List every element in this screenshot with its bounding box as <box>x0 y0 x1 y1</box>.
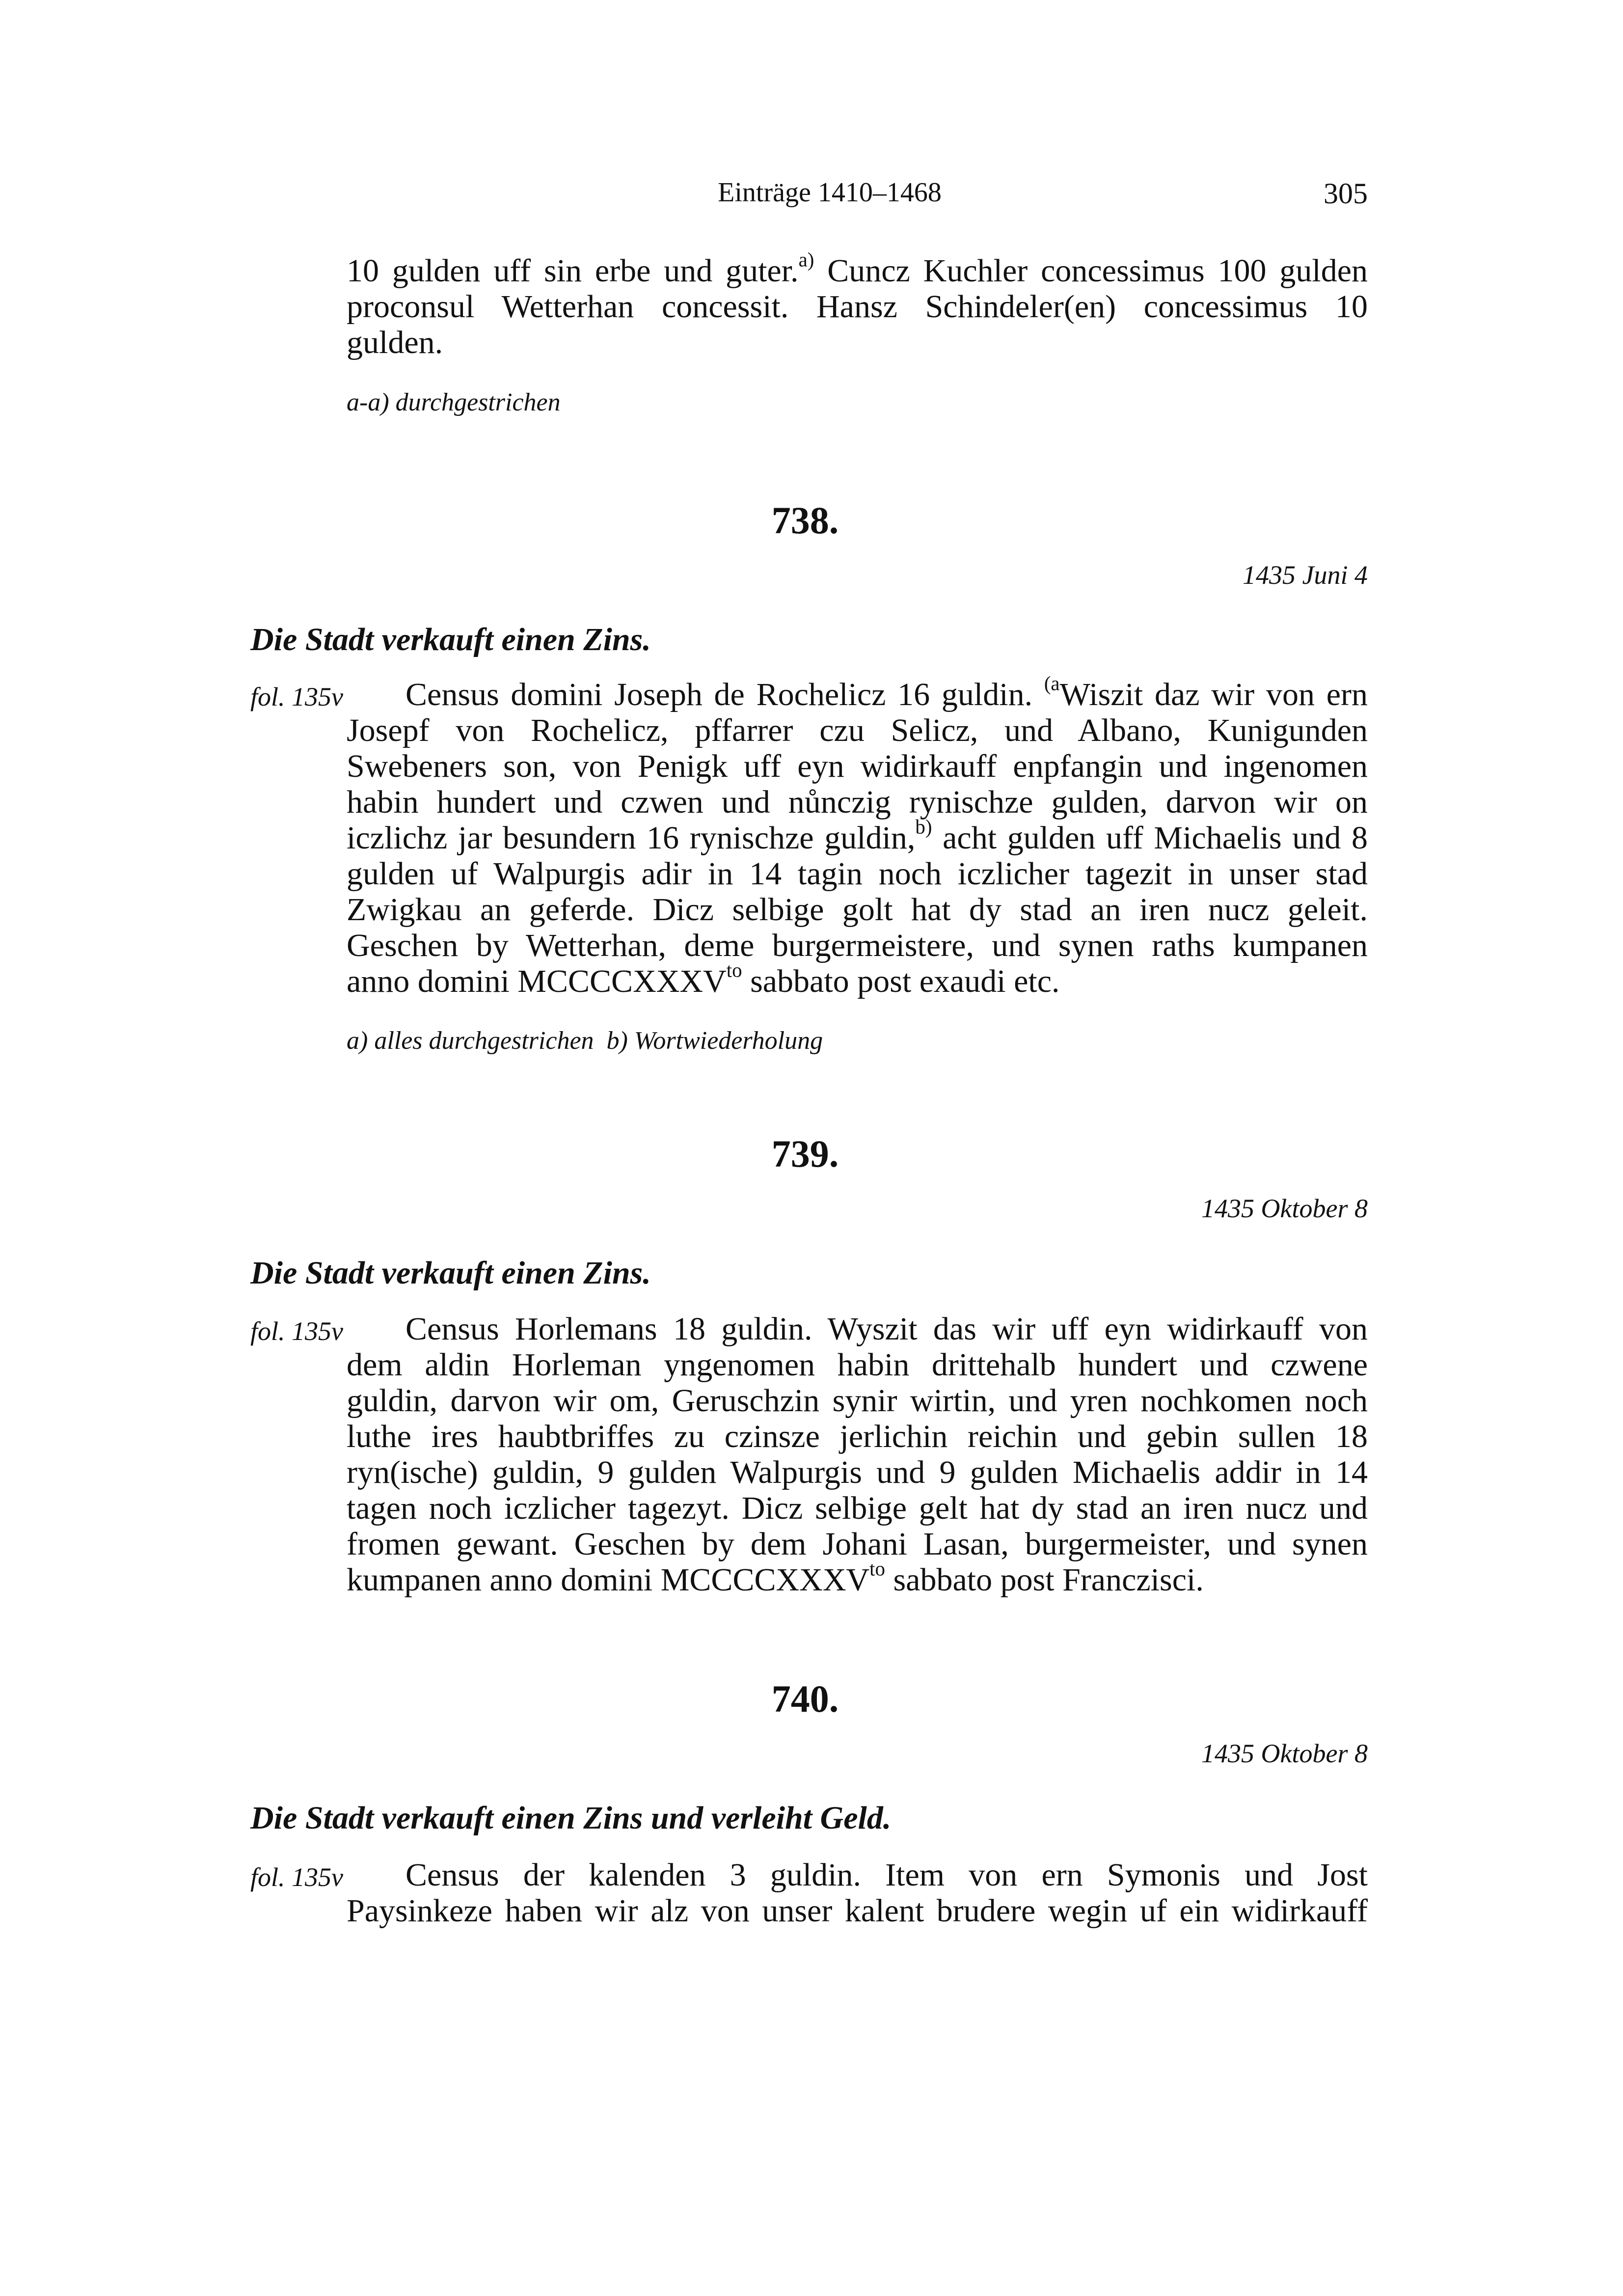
entry-line: Geschen by Wetterhan, deme burgermeistere, und synen raths kumpanen <box>347 928 1368 963</box>
entry-heading: Die Stadt verkauft einen Zins. <box>250 1255 651 1291</box>
entry-line: Zwigkau an geferde. Dicz selbige golt hat dy stad an iren nucz geleit. <box>347 892 1368 928</box>
entry-date: 1435 Oktober 8 <box>1201 1194 1368 1223</box>
entry-line: guldin, darvon wir om, Geruschzin synir wirtin, und yren nochkomen noch <box>347 1383 1368 1419</box>
entry-text <box>347 1857 1368 1929</box>
entry-line: anno domini $MCCCCXXXV^{to}$ sabbato post exaudi etc. <box>347 959 1060 999</box>
continuation-line-2: proconsul Wetterhan concessit. Hansz Schindeler(en) concessimus 10 <box>347 289 1368 325</box>
entry-text <box>347 1311 1368 1598</box>
entry-line: iczlichz jar besundern 16 rynischze guldin,$^{b)}$ acht gulden uff Michaelis und 8 <box>347 816 1368 856</box>
entry-number: 738. <box>771 499 839 542</box>
continuation-footnote: a-a) durchgestrichen <box>347 388 561 416</box>
entry-line: Josepf von Rochelicz, pffarrer czu Selicz, und Albano, Kunigunden <box>347 712 1368 748</box>
entry-line: Census der kalenden 3 guldin. Item von ern Symonis und Jost <box>406 1857 1368 1893</box>
entry-line: ryn(ische) guldin, 9 gulden Walpurgis und 9 gulden Michaelis addir in 14 <box>347 1454 1368 1490</box>
entry-line: Paysinkeze haben wir alz von unser kalent brudere wegin uf ein widirkauff <box>347 1893 1368 1929</box>
entry-line: luthe ires haubtbriffes zu czinsze jerlichin reichin und gebin sullen 18 <box>347 1419 1368 1454</box>
entry-line: Swebeners son, von Penigk uff eyn widirkauff enpfangin und ingenomen <box>347 748 1368 784</box>
entry-line: dem aldin Horleman yngenomen habin drittehalb hundert und czwene <box>347 1347 1368 1383</box>
entry-line: Census domini Joseph de Rochelicz 16 guldin. $^{(a}$Wiszit daz wir von ern <box>406 672 1368 712</box>
folio-reference: fol. 135v <box>250 1862 343 1892</box>
continuation-line-1: 10 gulden uff sin erbe und guter.$^{a)}$ Cuncz Kuchler concessimus 100 gulden <box>347 248 1368 289</box>
page-number: 305 <box>1324 177 1368 210</box>
entry-number: 739. <box>771 1132 839 1175</box>
continuation-line-3: gulden. <box>347 325 443 360</box>
entry-line: gulden uf Walpurgis adir in 14 tagin noch iczlicher tagezit in unser stad <box>347 856 1368 892</box>
entry-line: kumpanen anno domini $MCCCCXXXV^{to}$ sabbato post Franczisci. <box>347 1558 1204 1598</box>
continuation-text <box>347 248 1368 360</box>
entry-line: tagen noch iczlicher tagezyt. Dicz selbige gelt hat dy stad an iren nucz und <box>347 1490 1368 1526</box>
entry-heading: Die Stadt verkauft einen Zins. <box>250 622 651 657</box>
entry-date: 1435 Juni 4 <box>1243 560 1368 590</box>
running-title: Einträge 1410–1468 <box>718 177 942 208</box>
entry-date: 1435 Oktober 8 <box>1201 1739 1368 1768</box>
folio-reference: fol. 135v <box>250 1316 343 1346</box>
entry-line: habin hundert und czwen und nůnczig rynischze gulden, darvon wir on <box>347 784 1368 820</box>
folio-reference: fol. 135v <box>250 682 343 711</box>
entry-line: fromen gewant. Geschen by dem Johani Lasan, burgermeister, und synen <box>347 1526 1368 1562</box>
entry-number: 740. <box>771 1677 839 1720</box>
entry-text <box>347 672 1368 999</box>
entry-line: Census Horlemans 18 guldin. Wyszit das wir uff eyn widirkauff von <box>406 1311 1368 1347</box>
entry-heading: Die Stadt verkauft einen Zins und verleiht Geld. <box>250 1800 892 1836</box>
entry-footnote: a) alles durchgestrichen b) Wortwiederholung <box>347 1027 823 1055</box>
